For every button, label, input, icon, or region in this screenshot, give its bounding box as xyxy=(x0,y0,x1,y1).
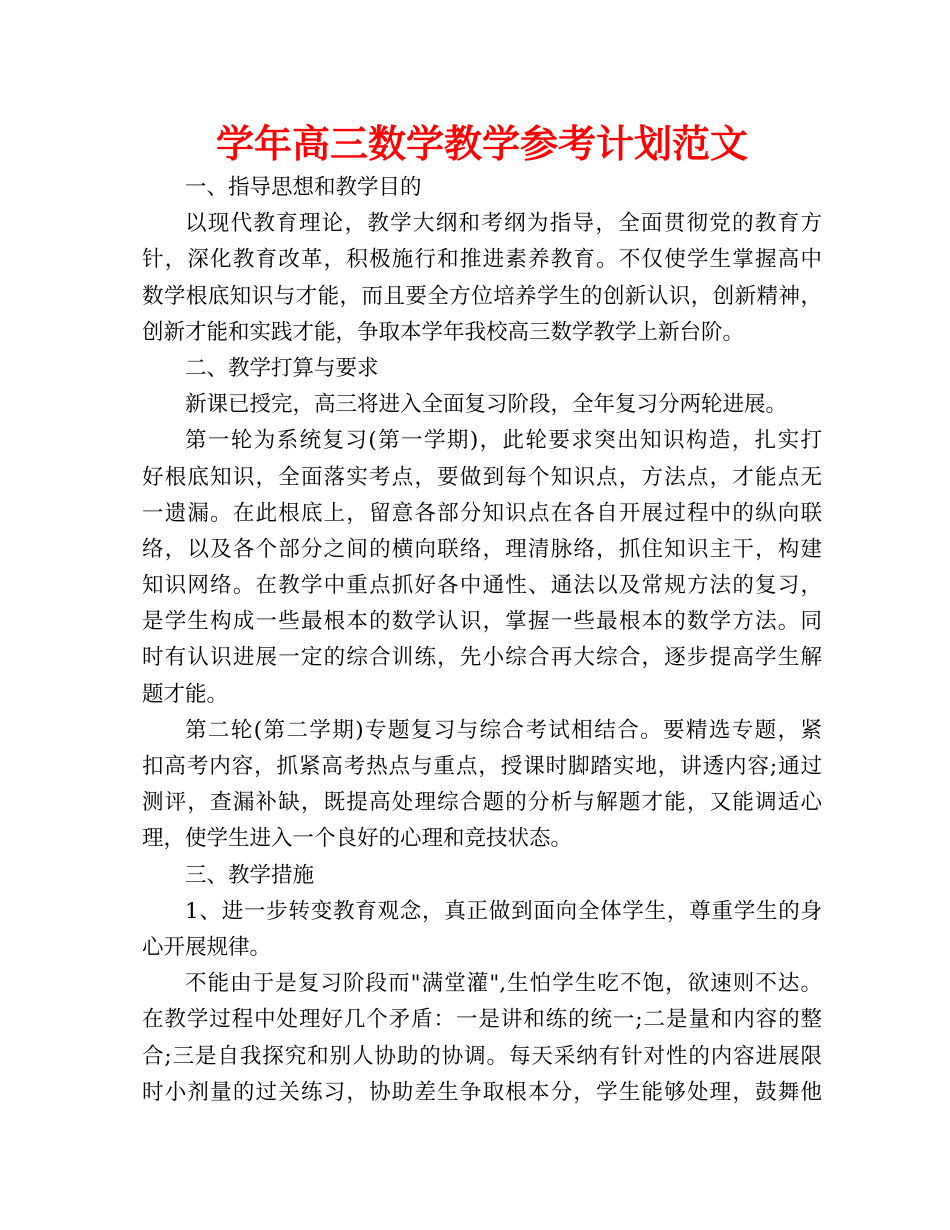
text-line: 扣高考内容，抓紧高考热点与重点，授课时脚踏实地，讲透内容;通过 xyxy=(142,754,822,779)
text-line: 一、指导思想和教学目的 xyxy=(185,175,422,200)
text-line: 一遗漏。在此根底上，留意各部分知识点在各自开展过程中的纵向联 xyxy=(142,500,822,526)
text-line: 1、进一步转变教育观念，真正做到面向全体学生，尊重学生的身 xyxy=(185,898,822,924)
text-line: 在教学过程中处理好几个矛盾：一是讲和练的统一;二是量和内容的整 xyxy=(142,1007,822,1033)
text-line: 时小剂量的过关练习，协助差生争取根本分，学生能够处理，鼓舞他 xyxy=(142,1079,822,1105)
text-line: 好根底知识，全面落实考点，要做到每个知识点，方法点，才能点无 xyxy=(142,464,822,490)
text-line: 数学根底知识与才能，而且要全方位培养学生的创新认识，创新精神， xyxy=(142,283,822,309)
text-line: 知识网络。在教学中重点抓好各中通性、通法以及常规方法的复习， xyxy=(142,573,822,599)
text-line: 理，使学生进入一个良好的心理和竞技状态。 xyxy=(142,826,573,852)
text-line: 创新才能和实践才能，争取本学年我校高三数学教学上新台阶。 xyxy=(142,319,745,345)
text-line: 络，以及各个部分之间的横向联络，理清脉络，抓住知识主干，构建 xyxy=(142,536,822,562)
text-line: 以现代教育理论，教学大纲和考纲为指导，全面贯彻党的教育方 xyxy=(185,211,822,237)
text-line: 测评，查漏补缺，既提高处理综合题的分析与解题才能，又能调适心 xyxy=(142,790,822,816)
text-line: 合;三是自我探究和别人协助的协调。每天采纳有针对性的内容进展限 xyxy=(142,1043,822,1069)
text-line: 是学生构成一些最根本的数学认识，掌握一些最根本的数学方法。同 xyxy=(142,609,822,635)
document-title: 学年高三数学教学参考计划范文 xyxy=(215,122,748,166)
text-line: 新课已授完，高三将进入全面复习阶段，全年复习分两轮进展。 xyxy=(185,392,788,418)
text-line: 二、教学打算与要求 xyxy=(185,355,379,381)
text-line: 心开展规律。 xyxy=(142,934,272,960)
text-line: 时有认识进展一定的综合训练，先小综合再大综合，逐步提高学生解 xyxy=(142,645,822,671)
text-line: 第一轮为系统复习(第一学期)，此轮要求突出知识构造，扎实打 xyxy=(185,428,822,454)
text-line: 不能由于是复习阶段而"满堂灌",生怕学生吃不饱，欲速则不达。 xyxy=(185,971,822,997)
text-line: 第二轮(第二学期)专题复习与综合考试相结合。要精选专题，紧 xyxy=(185,717,822,743)
text-line: 针，深化教育改革，积极施行和推进素养教育。不仅使学生掌握高中 xyxy=(142,247,822,273)
text-line: 三、教学措施 xyxy=(185,862,315,888)
document-body xyxy=(142,170,822,1111)
text-line: 题才能。 xyxy=(142,681,229,707)
